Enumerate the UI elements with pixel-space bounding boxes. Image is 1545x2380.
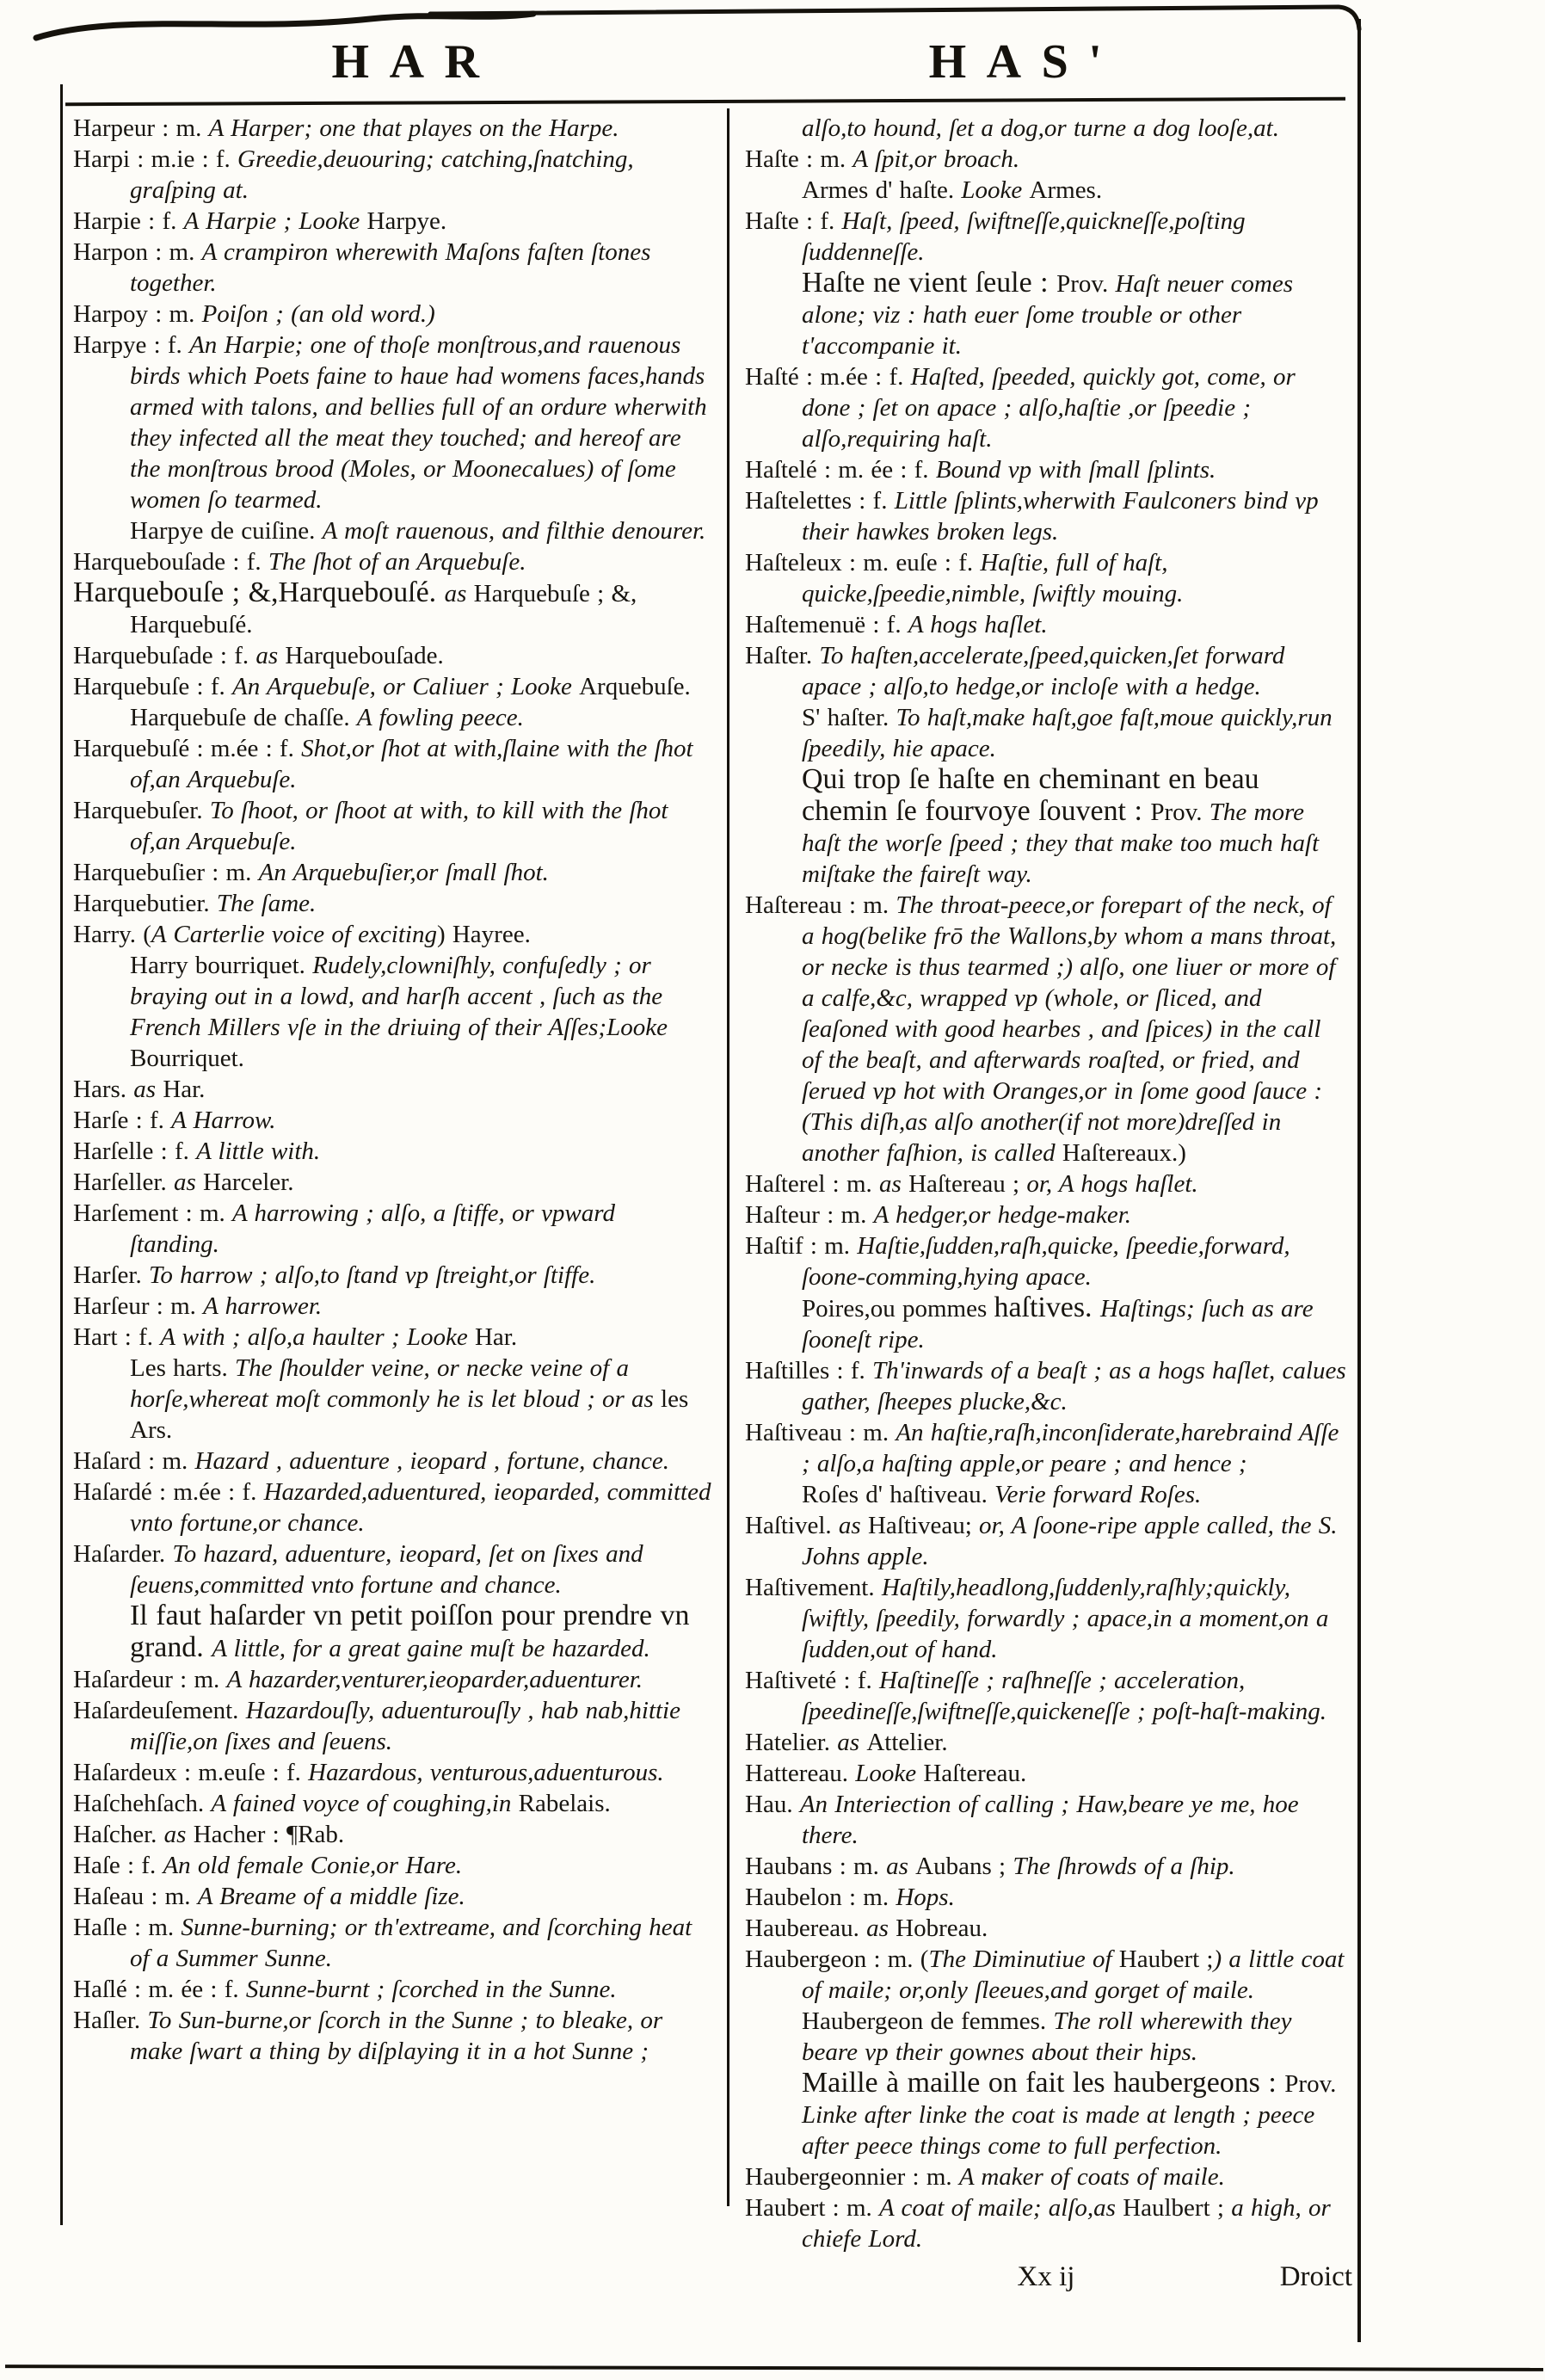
entry-headword: Haſcher. — [73, 1821, 164, 1848]
entry-headword: Haſtemenuë : f. — [745, 611, 908, 638]
entry-gloss: Haſtie,ſudden,raſh,quicke, ſpeedie,forward, ſoone-comming,hying apace. — [802, 1232, 1290, 1291]
entry-headword: Haubergeon de femmes. — [802, 2007, 1054, 2035]
entry-headword: Haubergeonnier : m. — [745, 2163, 959, 2191]
entry-gloss: To Sun-burne,or ſcorch in the Sunne ; to bleake, or make ſwart a thing by diſplaying it in a hot Sunne ; — [130, 2007, 663, 2065]
dictionary-entry — [73, 144, 711, 206]
dictionary-entry — [745, 2192, 1347, 2254]
entry-headword: haſtives. — [994, 1292, 1101, 1323]
dictionary-entry — [73, 1322, 711, 1353]
entry-gloss: The ſame. — [216, 890, 317, 917]
entry-headword: Haſtereau ; — [908, 1170, 1027, 1198]
entry-headword: Haſlé : m. ée : f. — [73, 1976, 246, 2003]
right-column-entries — [745, 113, 1347, 2254]
entry-gloss: A coat of maile; alſo,as — [879, 2194, 1123, 2222]
dictionary-entry — [745, 485, 1347, 547]
entry-headword: Attelier. — [866, 1729, 948, 1756]
entry-headword: Harry. ( — [73, 921, 151, 948]
entry-gloss: Haſt neuer comes alone; viz : hath euer ſome trouble or other t'accompanie it. — [802, 270, 1294, 360]
entry-gloss: as — [255, 642, 286, 669]
entry-headword: Harſer. — [73, 1261, 149, 1289]
dictionary-entry — [745, 640, 1347, 702]
entry-headword: Roſes d' haſtiveau. — [802, 1481, 995, 1508]
entry-headword: Haſtivement. — [745, 1574, 882, 1601]
dictionary-entry — [73, 1788, 711, 1819]
entry-headword: Harpi : m.ie : f. — [73, 145, 238, 173]
dictionary-entry — [745, 454, 1347, 485]
entry-headword: Haſteur : m. — [745, 1201, 874, 1229]
entry-headword: Haſte : m. — [745, 145, 853, 173]
entry-gloss: The roll wherewith they beare vp their gownes about their hips. — [802, 2007, 1292, 2066]
entry-headword: Harpye : f. — [73, 331, 190, 359]
dictionary-entry — [73, 1105, 711, 1136]
dictionary-entry — [73, 546, 711, 577]
entry-gloss: An Arquebuſe, or Caliuer ; Looke — [232, 673, 580, 700]
entry-gloss: Shot,or ſhot at with,ſlaine with the ſhot of,an Arquebuſe. — [130, 735, 693, 793]
entry-gloss: The ſhoulder veine, or necke veine of a horſe,whereat moſt commonly he is let bloud ; or as — [130, 1354, 662, 1413]
dictionary-entry — [745, 1510, 1347, 1572]
entry-gloss: An Arquebuſier,or ſmall ſhot. — [258, 859, 549, 886]
entry-gloss: ) a little coat of maile; or,only ſleeues,and gorget of maile. — [802, 1945, 1345, 2004]
entry-gloss: as — [444, 580, 474, 607]
entry-headword: Haſte ne vient ſeule : — [802, 267, 1057, 299]
entry-gloss: A Harrow. — [171, 1107, 276, 1134]
dictionary-entry — [745, 2161, 1347, 2192]
dictionary-entry — [745, 1199, 1347, 1230]
dictionary-entry — [73, 1260, 711, 1291]
entry-headword: Harquebuſe de chaſſe. — [130, 704, 357, 731]
entry-headword: Rabelais. — [518, 1790, 611, 1817]
dictionary-entry — [73, 1167, 711, 1198]
entry-gloss: as — [886, 1853, 916, 1880]
entry-headword: Harquebuſade : f. — [73, 642, 256, 669]
dictionary-entry — [745, 764, 1347, 890]
dictionary-entry — [73, 1850, 711, 1881]
dictionary-entry — [73, 1477, 711, 1538]
dictionary-entry — [745, 361, 1347, 454]
entry-headword: Haulbert ; — [1123, 2194, 1232, 2222]
entry-headword: Haſle : m. — [73, 1914, 182, 1941]
entry-gloss: A hazarder,venturer,ieoparder,aduenturer. — [226, 1666, 643, 1693]
entry-headword: Harſeller. — [73, 1168, 174, 1196]
entry-gloss: Hops. — [896, 1884, 955, 1911]
entry-gloss: A moſt rauenous, and filthie denourer. — [322, 517, 706, 545]
right-column-header: HAS' — [928, 35, 1123, 89]
entry-headword: S' haſter. — [802, 704, 896, 731]
entry-gloss: A harrowing ; alſo, a ſtiffe, or vpward ſtanding. — [130, 1199, 615, 1258]
dictionary-entry — [73, 1912, 711, 1974]
entry-headword: Armes d' haſte. — [802, 176, 962, 204]
entry-headword: Hatelier. — [745, 1729, 838, 1756]
dictionary-entry — [73, 702, 711, 733]
dictionary-entry — [73, 577, 711, 640]
entry-gloss: as — [173, 1168, 203, 1196]
entry-headword: Bourriquet. — [130, 1045, 244, 1072]
dictionary-entry — [745, 1479, 1347, 1510]
left-column — [73, 113, 711, 2067]
entry-gloss: The Diminutiue of — [928, 1945, 1119, 1973]
dictionary-entry — [745, 2068, 1347, 2161]
entry-gloss: An old female Conie,or Hare. — [163, 1852, 463, 1879]
entry-headword: Haſeau : m. — [73, 1883, 198, 1910]
entry-gloss: Poiſon ; (an old word.) — [201, 300, 435, 328]
dictionary-entry — [73, 1446, 711, 1477]
entry-gloss: or, A ſoone-ripe apple called, the S. Johns apple. — [802, 1512, 1338, 1570]
entry-headword: Harquebouſade. — [285, 642, 444, 669]
entry-gloss: Th'inwards of a beaſt ; as a hogs haſlet, calues gather, ſheepes plucke,&c. — [802, 1357, 1346, 1415]
entry-gloss: Little ſplints,wherwith Faulconers bind vp their hawkes broken legs. — [802, 487, 1319, 546]
entry-gloss: Haſtie, full of haſt, quicke,ſpeedie,nimble, ſwiftly mouing. — [802, 549, 1184, 607]
dictionary-entry — [745, 1851, 1347, 1882]
entry-headword: ) Hayree. — [436, 921, 531, 948]
entry-gloss: The ſhrowds of a ſhip. — [1013, 1853, 1235, 1880]
entry-headword: Haſtilles : f. — [745, 1357, 872, 1384]
dictionary-entry — [745, 1882, 1347, 1913]
entry-gloss: a high, or chiefe Lord. — [802, 2194, 1331, 2253]
entry-gloss: as — [866, 1914, 896, 1942]
entry-headword: Haſe : f. — [73, 1852, 163, 1879]
entry-headword: Harpye de cuiſine. — [130, 517, 323, 545]
dictionary-entry — [745, 206, 1347, 268]
column-divider-rule — [727, 108, 729, 2206]
entry-headword: Haſterel : m. — [745, 1170, 880, 1198]
entry-headword: Les harts. — [130, 1354, 235, 1382]
entry-gloss: An Harpie; one of thoſe monſtrous,and rauenous birds which Poets faine to haue had womens faces,hands armed with talons, and bellies full of an ordure wherwith they infected all the meat they touched; and hereof are the monſtrous brood (Moles, or Moonecalues) of ſome women ſo tearmed. — [130, 331, 707, 514]
entry-headword: Haſtiveau : m. — [745, 1419, 896, 1446]
entry-gloss: A with ; alſo,a haulter ; Looke — [160, 1323, 475, 1351]
entry-headword: Harſelle : f. — [73, 1138, 197, 1165]
entry-headword: Haſter. — [745, 642, 820, 669]
entry-gloss: An Interiection of calling ; Haw,beare ye me, hoe there. — [799, 1791, 1299, 1849]
entry-gloss: as — [838, 1512, 868, 1539]
entry-headword: Haſtivel. — [745, 1512, 839, 1539]
dictionary-entry — [73, 1291, 711, 1322]
entry-headword: Hars. — [73, 1076, 134, 1103]
dictionary-entry — [745, 1758, 1347, 1789]
entry-headword: Har. — [474, 1323, 518, 1351]
entry-headword: Prov. — [1056, 270, 1116, 298]
entry-gloss: Sunne-burnt ; ſcorched in the Sunne. — [245, 1976, 617, 2003]
entry-gloss: A maker of coats of maile. — [958, 2163, 1225, 2191]
entry-gloss: as — [837, 1729, 867, 1756]
entry-headword: Haubert : m. — [745, 2194, 880, 2222]
entry-gloss: Haſtily,headlong,ſuddenly,raſhly;quickly, ſwiftly, ſpeedily, forwardly ; apace,in a moment,on a ſudden,out of hand. — [802, 1574, 1329, 1663]
entry-gloss: or, A hogs haſlet. — [1026, 1170, 1198, 1198]
dictionary-entry — [73, 1819, 711, 1850]
dictionary-entry — [745, 113, 1347, 144]
entry-headword: Harquebutier. — [73, 890, 217, 917]
dictionary-entry — [745, 547, 1347, 609]
entry-headword: Haſtiveau; — [867, 1512, 980, 1539]
entry-gloss: Hazarded,aduentured, ieoparded, committed vnto fortune,or chance. — [130, 1478, 711, 1537]
dictionary-entry — [73, 888, 711, 919]
entry-gloss: Haſtings; ſuch as are ſooneſt ripe. — [802, 1295, 1314, 1353]
dictionary-entry — [73, 1881, 711, 1912]
entry-headword: Haſard : m. — [73, 1447, 195, 1475]
entry-headword: Haſte : f. — [745, 207, 842, 235]
entry-headword: Harquebouſade : f. — [73, 548, 268, 576]
entry-gloss: To haſt,make haſt,goe faſt,moue quickly,run ſpeedily, hie apace. — [802, 704, 1333, 762]
entry-headword: Harquebuſe : f. — [73, 673, 232, 700]
entry-gloss: The throat-peece,or forepart of the neck, of a hog(belike frō the Wallons,by whom a mans throat, or necke is thus tearmed ;) alſo, one liuer or more of a calfe,&c, wrapped vp (whole, or ſliced, and ſeaſoned with good hearbes , and ſpices) in the call of the beaſt, and afterwards roaſted, or fried, and ſerued vp hot with Oranges,or in ſome good ſauce : (This diſh,as alſo another(if not more)dreſſed in another faſhion, is called — [802, 891, 1337, 1167]
entry-gloss: A Breame of a middle ſize. — [197, 1883, 465, 1910]
bottom-rule — [5, 2365, 1543, 2371]
entry-gloss: Sunne-burning; or th'extreame, and ſcorching heat of a Summer Sunne. — [130, 1914, 692, 1972]
dictionary-entry — [73, 1974, 711, 2005]
dictionary-entry — [745, 1292, 1347, 1355]
entry-headword: Harpie : f. — [73, 207, 184, 235]
entry-headword: les Ars. — [130, 1385, 689, 1444]
dictionary-entry — [73, 795, 711, 857]
entry-headword: Harceler. — [203, 1168, 294, 1196]
entry-headword: Haſtereau. — [923, 1760, 1027, 1787]
entry-gloss: Looke — [961, 176, 1030, 204]
entry-headword: Harquebouſe ; &,Harquebouſé. — [73, 577, 445, 608]
entry-headword: Haſardé : m.ée : f. — [73, 1478, 264, 1506]
entry-gloss: A Carterlie voice of exciting — [151, 921, 437, 948]
entry-headword: Harry bourriquet. — [130, 952, 313, 979]
entry-headword: Haſarder. — [73, 1540, 173, 1568]
entry-headword: Haſtelettes : f. — [745, 487, 895, 515]
entry-gloss: A Harpie ; Looke — [183, 207, 367, 235]
dictionary-entry — [73, 919, 711, 950]
dictionary-entry — [73, 515, 711, 546]
entry-headword: Maille à maille on fait les haubergeons : — [802, 2067, 1285, 2099]
dictionary-entry — [73, 1198, 711, 1260]
entry-gloss: Haſted, ſpeeded, quickly got, come, or done ; ſet on apace ; alſo,haſtie ,or ſpeedie ; alſo,requiring haſt. — [802, 363, 1296, 453]
dictionary-entry — [73, 1600, 711, 1664]
entry-headword: Hau. — [745, 1791, 800, 1818]
entry-gloss: Looke — [855, 1760, 924, 1787]
dictionary-entry — [73, 950, 711, 1074]
dictionary-entry — [745, 1665, 1347, 1727]
signature-mark: Xx ij — [1017, 2261, 1075, 2292]
entry-gloss: as — [163, 1821, 194, 1848]
dictionary-entry — [745, 1168, 1347, 1199]
entry-gloss: To hazard, aduenture, ieopard, ſet on ſixes and ſeuens,committed vnto fortune and chance. — [130, 1540, 643, 1599]
entry-gloss: Greedie,deuouring; catching,ſnatching, graſping at. — [130, 145, 634, 204]
dictionary-entry — [745, 1727, 1347, 1758]
entry-headword: Harpoy : m. — [73, 300, 202, 328]
dictionary-entry — [745, 1944, 1347, 2006]
dictionary-entry — [73, 237, 711, 299]
entry-headword: Harquebuſier : m. — [73, 859, 259, 886]
page-footer — [745, 2261, 1352, 2299]
entry-headword: Haſardeuſement. — [73, 1697, 246, 1724]
entry-headword: Harpye. — [366, 207, 447, 235]
entry-gloss: Verie forward Roſes. — [994, 1481, 1202, 1508]
dictionary-entry — [745, 1913, 1347, 1944]
dictionary-entry — [745, 609, 1347, 640]
entry-headword: Haubelon : m. — [745, 1884, 896, 1911]
dictionary-entry — [73, 1664, 711, 1695]
entry-headword: Hobreau. — [896, 1914, 988, 1942]
dictionary-entry — [745, 175, 1347, 206]
entry-gloss: A harrower. — [203, 1292, 323, 1320]
dictionary-entry — [745, 1417, 1347, 1479]
entry-headword: Poires,ou pommes — [802, 1295, 994, 1323]
entry-headword: Haſler. — [73, 2007, 148, 2034]
entry-gloss: Linke after linke the coat is made at length ; peece after peece things come to full perfection. — [802, 2101, 1315, 2160]
entry-headword: Haubergeon : m. ( — [745, 1945, 929, 1973]
entry-headword: Haſardeur : m. — [73, 1666, 227, 1693]
dictionary-entry — [73, 671, 711, 702]
entry-gloss: Bound vp with ſmall ſplints. — [935, 456, 1216, 484]
left-column-entries — [73, 113, 711, 2067]
entry-headword: Haubert ; — [1118, 1945, 1214, 1973]
entry-gloss: Hazard , aduenture , ieopard , fortune, chance. — [194, 1447, 669, 1475]
entry-headword: Harquebuſer. — [73, 797, 210, 824]
dictionary-entry — [745, 1572, 1347, 1665]
dictionary-entry — [73, 113, 711, 144]
dictionary-entry — [73, 857, 711, 888]
dictionary-entry — [73, 1353, 711, 1446]
entry-headword: Haubereau. — [745, 1914, 867, 1942]
entry-headword: Prov. — [1284, 2070, 1337, 2098]
entry-headword: Hart : f. — [73, 1323, 161, 1351]
entry-headword: Prov. — [1150, 798, 1210, 826]
entry-gloss: A hogs haſlet. — [908, 611, 1048, 638]
entry-headword: Armes. — [1029, 176, 1103, 204]
header-rule — [65, 97, 1345, 106]
dictionary-entry — [745, 1230, 1347, 1292]
dictionary-entry — [73, 1757, 711, 1788]
dictionary-entry — [73, 733, 711, 795]
entry-headword: Haſté : m.ée : f. — [745, 363, 911, 391]
entry-gloss: To harrow ; alſo,to ſtand vp ſtreight,or ſtiffe. — [148, 1261, 596, 1289]
entry-headword: Haſtereau : m. — [745, 891, 896, 919]
entry-headword: Harſe : f. — [73, 1107, 172, 1134]
dictionary-entry — [73, 1695, 711, 1757]
entry-headword: Haſteleux : m. euſe : f. — [745, 549, 981, 577]
entry-gloss: A Harper; one that playes on the Harpe. — [208, 114, 619, 142]
entry-gloss: A crampiron wherewith Maſons faſten ſtones together. — [130, 238, 651, 297]
dictionary-entry — [745, 144, 1347, 175]
entry-headword: Haſtiveté : f. — [745, 1667, 880, 1694]
entry-gloss: Haſtineſſe ; raſhneſſe ; acceleration, ſpeedineſſe,ſwiftneſſe,quickeneſſe ; poſt-haſt-making. — [802, 1667, 1326, 1725]
entry-gloss: as — [879, 1170, 909, 1198]
entry-headword: Qui trop ſe haſte en cheminant en beau chemin ſe fourvoye ſouvent : — [802, 763, 1259, 827]
entry-headword: Harpon : m. — [73, 238, 202, 266]
catchword: Droict — [1279, 2261, 1352, 2292]
entry-headword: Il faut haſarder vn petit poiſſon pour prendre vn grand. — [130, 1600, 690, 1663]
entry-headword: Haſtelé : m. ée : f. — [745, 456, 936, 484]
entry-gloss: The more haſt the worſe ſpeed ; they that make too much haſt miſtake the faireſt way. — [802, 798, 1320, 888]
dictionary-entry — [745, 1355, 1347, 1417]
right-column — [745, 113, 1352, 2299]
dictionary-entry — [73, 330, 711, 515]
dictionary-entry — [73, 2005, 711, 2067]
entry-headword: Haſchehſach. — [73, 1790, 212, 1817]
dictionary-entry — [73, 1074, 711, 1105]
entry-gloss: An haſtie,raſh,inconſiderate,harebraind Aſſe ; alſo,a haſting apple,or peare ; and hence ; — [802, 1419, 1339, 1477]
entry-headword: Harquebuſe ; &, Harquebuſé. — [130, 580, 637, 638]
dictionary-entry — [745, 890, 1347, 1168]
entry-gloss: A little, for a great gaine muſt be hazarded. — [212, 1635, 650, 1662]
dictionary-entry — [745, 268, 1347, 361]
entry-gloss: To haſten,accelerate,ſpeed,quicken,ſet forward apace ; alſo,to hedge,or incloſe with a hedge. — [802, 642, 1285, 700]
left-column-header: HAR — [331, 35, 500, 89]
entry-headword: Hattereau. — [745, 1760, 856, 1787]
entry-headword: Aubans ; — [915, 1853, 1013, 1880]
entry-gloss: alſo,to hound, ſet a dog,or turne a dog looſe,at. — [802, 114, 1279, 142]
entry-headword: Harpeur : m. — [73, 114, 209, 142]
entry-headword: Haubans : m. — [745, 1853, 887, 1880]
right-border-rule — [1357, 19, 1361, 2342]
left-border-rule — [60, 84, 63, 2225]
entry-headword: Hacher : ¶Rab. — [193, 1821, 345, 1848]
entry-gloss: A fained voyce of coughing,in — [211, 1790, 519, 1817]
entry-gloss: A fowling peece. — [356, 704, 524, 731]
entry-gloss: Hazardouſly, aduenturouſly , hab nab,hittie miſſie,on ſixes and ſeuens. — [130, 1697, 680, 1755]
dictionary-entry — [73, 206, 711, 237]
dictionary-entry — [745, 2006, 1347, 2068]
dictionary-entry — [73, 1136, 711, 1167]
top-border-flourish — [0, 0, 1545, 60]
entry-gloss: A hedger,or hedge-maker. — [873, 1201, 1132, 1229]
dictionary-entry — [73, 640, 711, 671]
dictionary-entry — [745, 1789, 1347, 1851]
entry-headword: Arquebuſe. — [579, 673, 691, 700]
entry-headword: Harſeur : m. — [73, 1292, 204, 1320]
dictionary-entry — [73, 299, 711, 330]
entry-gloss: Rudely,clowniſhly, confuſedly ; or braying out in a lowd, and harſh accent , ſuch as the French Millers vſe in the driuing of their Aſſes;Looke — [130, 952, 668, 1041]
entry-headword: Haſardeux : m.euſe : f. — [73, 1759, 309, 1786]
entry-headword: Haſtereaux.) — [1062, 1139, 1186, 1167]
entry-gloss: To ſhoot, or ſhoot at with, to kill with the ſhot of,an Arquebuſe. — [130, 797, 668, 855]
entry-headword: Har. — [163, 1076, 206, 1103]
dictionary-entry — [73, 1538, 711, 1600]
entry-gloss: A ſpit,or broach. — [853, 145, 1020, 173]
entry-gloss: Haſt, ſpeed, ſwiftneſſe,quickneſſe,poſting ſuddenneſſe. — [802, 207, 1246, 266]
entry-headword: Haſtif : m. — [745, 1232, 858, 1260]
entry-gloss: The ſhot of an Arquebuſe. — [268, 548, 526, 576]
entry-gloss: A little with. — [196, 1138, 321, 1165]
entry-gloss: Hazardous, venturous,aduenturous. — [308, 1759, 664, 1786]
dictionary-entry — [745, 702, 1347, 764]
entry-headword: Harquebuſé : m.ée : f. — [73, 735, 302, 762]
entry-headword: Harſement : m. — [73, 1199, 233, 1227]
entry-gloss: as — [133, 1076, 163, 1103]
